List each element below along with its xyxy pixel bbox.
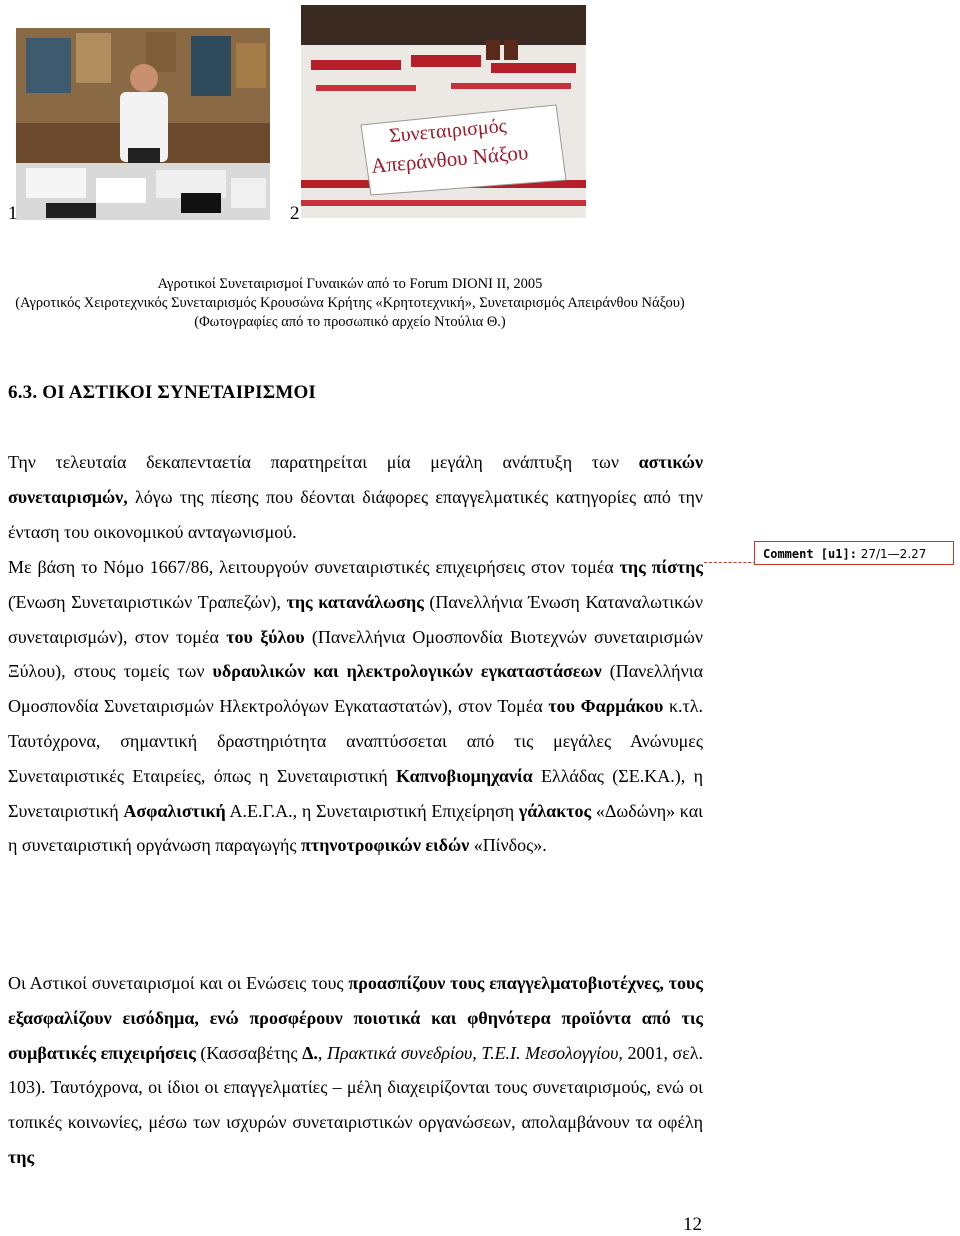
comment-text: 27/1—2.27 (856, 547, 927, 561)
paragraph-benefits (8, 966, 703, 1175)
page-number: 12 (683, 1214, 702, 1235)
bold-run: πτηνοτροφικών ειδών (301, 835, 470, 856)
comment-label: Comment [u1]: (763, 547, 857, 561)
text-run: (Πανελλήνια Ομοσπονδία Βιοτεχνών συνεταιρισμών Ξύλου), στους τομείς των (8, 626, 703, 682)
text-run: Α.Ε.Γ.Α., η Συνεταιριστική Επιχείρηση (225, 800, 519, 821)
text-run: «Πίνδος». (469, 835, 547, 856)
italic-run: Πρακτικά συνεδρίου, Τ.Ε.Ι. Μεσολογγίου, (326, 1042, 623, 1063)
figure-number-2: 2 (290, 203, 300, 224)
figure-number-1: 1 (8, 203, 18, 224)
comment-balloon[interactable] (754, 541, 954, 565)
caption-line-1: Αγροτικοί Συνεταιρισμοί Γυναικών από το Forum DIONI II, 2005 (157, 276, 543, 292)
text-run: Ελλάδας (ΣΕ.ΚΑ.), η Συνεταιριστική (8, 765, 703, 821)
text-run: 2001, σελ. 103). Ταυτόχρονα, οι ίδιοι οι επαγγελματίες – μέλη διαχειρίζονται τους συνεταιρισμούς, ενώ οι τοπικές κοινωνίες, μέσω των ισχυρών συνεταιριστικών οργανώσεων, απολαμβάνουν τα οφέλη (8, 1042, 704, 1133)
paragraph-law-1667 (8, 550, 703, 863)
text-run: κ.τλ. Ταυτόχρονα, σημαντική δραστηριότητα αναπτύσσεται από τις μεγάλες Ανώνυμες Συνεταιριστικές Εταιρείες, όπως η Συνεταιριστική (8, 696, 704, 786)
text-run: Την τελευταία δεκαπενταετία παρατηρείται μία μεγάλη ανάπτυξη των (8, 452, 639, 472)
photo-exhibition-woman (16, 28, 270, 220)
text-run: (Πανελλήνια Ένωση Καταναλωτικών συνεταιρισμών), στον τομέα (8, 591, 703, 647)
bold-run: προασπίζουν τους επαγγελματοβιοτέχνες, τους εξασφαλίζουν εισόδημα, ενώ προσφέρουν ποιοτικά και φθηνότερα προϊόντα από τις συμβατικές επιχειρήσεις (8, 973, 703, 1063)
bold-run: της κατανάλωσης (286, 591, 424, 612)
bold-run: Ασφαλιστική (123, 800, 226, 821)
bold-run: γάλακτος (518, 800, 592, 821)
sign-text-line1: Συνεταιρισμός (388, 114, 508, 148)
text-run: Οι Αστικοί συνεταιρισμοί και οι Ενώσεις τους (8, 973, 349, 993)
text-run: , (317, 1042, 327, 1063)
bold-run: του ξύλου (226, 626, 305, 647)
text-run: (Ένωση Συνεταιριστικών Τραπεζών), (8, 591, 287, 612)
caption-line-3: (Φωτογραφίες από το προσωπικό αρχείο Ντούλια Θ.) (194, 314, 506, 330)
sign-text-line2: Απεράνθου Νάξου (370, 140, 530, 178)
text-run: (Πανελλήνια Ομοσπονδία Συνεταιρισμών Ηλεκτρολόγων Εγκαταστατών), στον Τομέα (8, 661, 703, 717)
figure-caption (0, 275, 700, 332)
text-run: (Κασσαβέτης (195, 1042, 303, 1063)
section-heading: 6.3. ΟΙ ΑΣΤΙΚΟΙ ΣΥΝΕΤΑΙΡΙΣΜΟΙ (8, 382, 317, 403)
bold-run: Καπνοβιομηχανία (396, 765, 533, 786)
caption-line-2: (Αγροτικός Χειροτεχνικός Συνεταιρισμός Κρουσώνα Κρήτης «Κρητοτεχνική», Συνεταιρισμός Απειράνθου Νάξου) (15, 295, 685, 311)
text-run: «Δωδώνη» και η συνεταιριστική οργάνωση παραγωγής (8, 800, 703, 856)
bold-run: του Φαρμάκου (548, 696, 664, 717)
bold-run: Δ. (302, 1042, 318, 1063)
bold-run: της πίστης (619, 557, 703, 577)
text-run: λόγω της πίεσης που δέονται διάφορες επαγγελματικές κατηγορίες από την ένταση του οικονομικού ανταγωνισμού. (8, 486, 703, 542)
bold-run: της (8, 1146, 35, 1167)
bold-run: υδραυλικών και ηλεκτρολογικών εγκαταστάσεων (212, 661, 602, 682)
photo-naxos-cooperative (301, 5, 586, 218)
bold-run: αστικών συνεταιρισμών, (8, 452, 703, 507)
text-run: Με βάση το Νόμο 1667/86, λειτουργούν συνεταιριστικές επιχειρήσεις στον τομέα (8, 557, 620, 577)
paragraph-urban-cooperatives-intro (8, 445, 703, 549)
